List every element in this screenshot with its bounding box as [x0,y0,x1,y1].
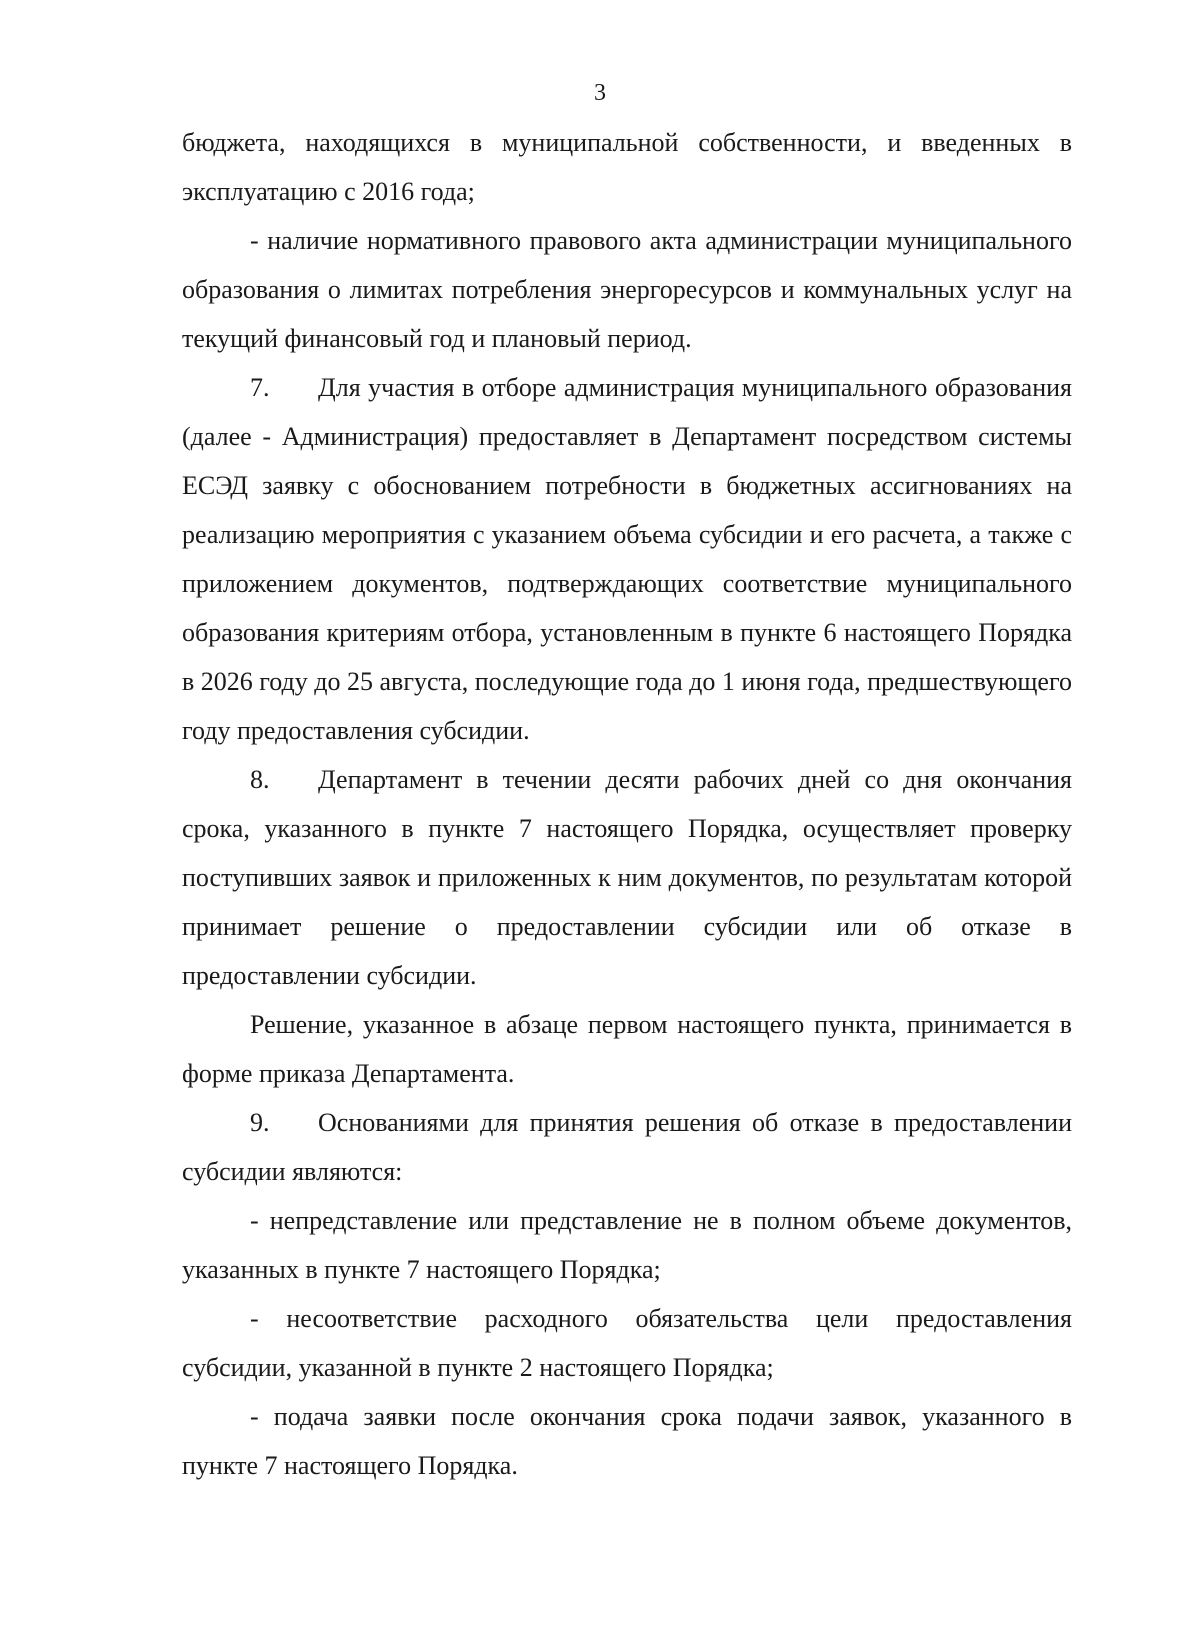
item-8-text: Департамент в течении десяти рабочих дней со дня окончания срока, указанного в пункте 7 настоящего Порядка, осуществляет проверку поступивших заявок и приложенных к ним документов, по результатам которой принимает решение о предоставлении субсидии или об отказе в предоставлении субсидии. [182,765,1072,990]
item-7-text: Для участия в отборе администрация муниципального образования (далее - Администрация) предоставляет в Департамент посредством системы ЕСЭД заявку с обоснованием потребности в бюджетных ассигнованиях на реализацию мероприятия с указанием объема субсидии и его расчета, а также с приложением документов, подтверждающих соответствие муниципального образования критериям отбора, установленным в пункте 6 настоящего Порядка в 2026 году до 25 августа, последующие года до 1 июня года, предшествующего году предоставления субсидии. [182,373,1072,745]
paragraph-item-9 [182,1098,1072,1196]
item-9-text: Основаниями для принятия решения об отказе в предоставлении субсидии являются: [182,1108,1072,1186]
paragraph-refusal-reason-2: - несоответствие расходного обязательства цели предоставления субсидии, указанной в пункте 2 настоящего Порядка; [182,1304,1072,1382]
page-number: 3 [594,80,606,106]
paragraph-item-8 [182,755,1072,1000]
document-body [182,118,1072,1490]
paragraph-continuation: бюджета, находящихся в муниципальной собственности, и введенных в эксплуатацию с 2016 года; [182,128,1072,206]
paragraph-refusal-reason-3: - подача заявки после окончания срока подачи заявок, указанного в пункте 7 настоящего Порядка. [182,1402,1072,1480]
paragraph-decision: Решение, указанное в абзаце первом настоящего пункта, принимается в форме приказа Департамента. [182,1010,1072,1088]
paragraph-item-7 [182,363,1072,755]
paragraph-refusal-reason-1: - непредставление или представление не в полном объеме документов, указанных в пункте 7 настоящего Порядка; [182,1206,1072,1284]
item-number-8: 8. [250,765,270,794]
item-number-9: 9. [250,1108,270,1137]
item-number-7: 7. [250,373,270,402]
paragraph-criteria-item: - наличие нормативного правового акта администрации муниципального образования о лимитах потребления энергоресурсов и коммунальных услуг на текущий финансовый год и плановый период. [182,226,1072,353]
